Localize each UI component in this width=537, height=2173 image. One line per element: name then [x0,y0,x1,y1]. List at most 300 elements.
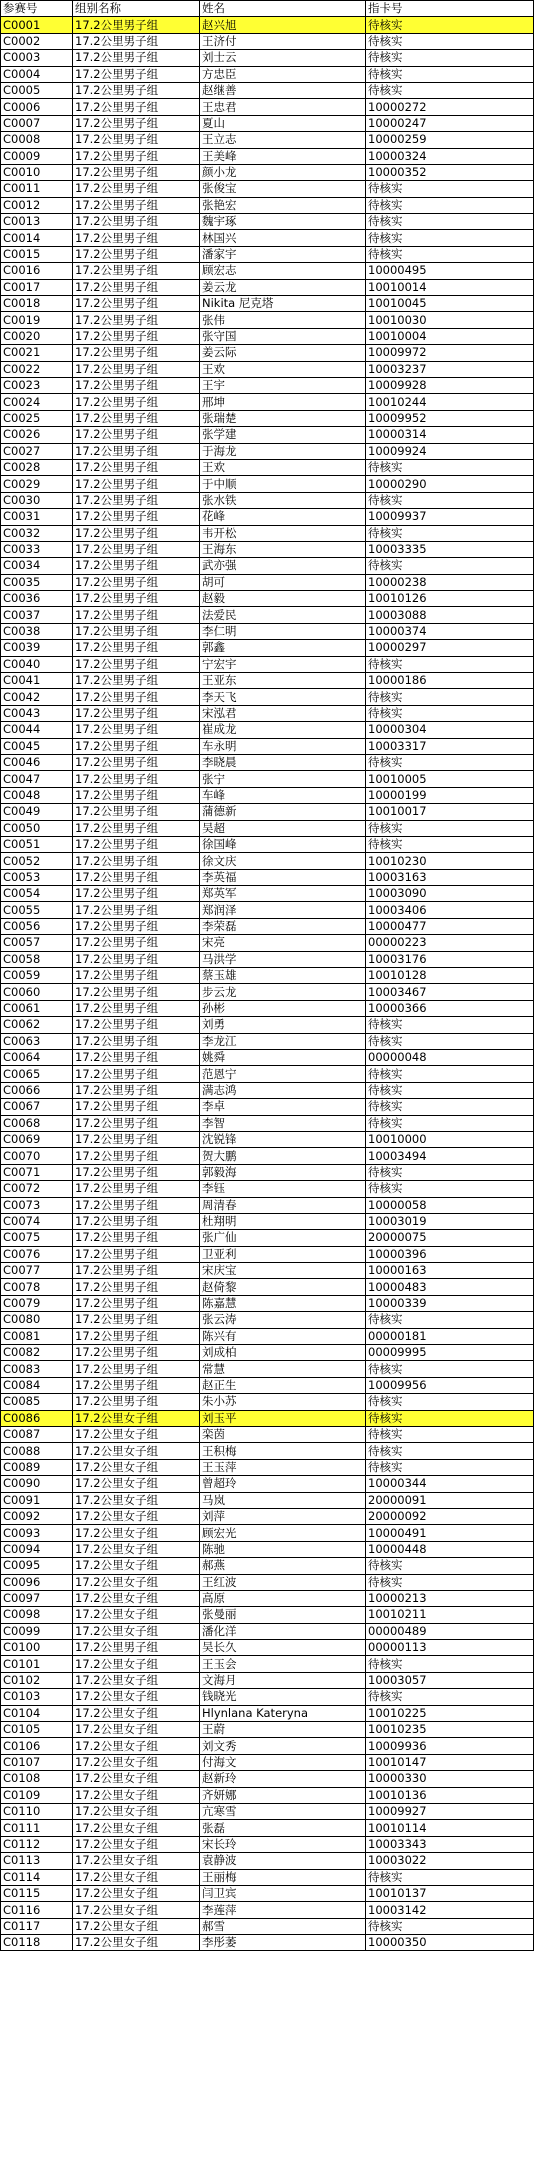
cell-card-number: 待核实 [366,1689,534,1705]
header-group-name: 组别名称 [73,1,200,17]
table-row [1,1459,534,1475]
cell-card-number: 10000314 [366,427,534,443]
cell-card-number: 10000304 [366,722,534,738]
cell-name: 宋泓君 [200,705,366,721]
cell-name: 宋长玲 [200,1836,366,1852]
cell-bib-number: C0017 [1,279,73,295]
cell-bib-number: C0067 [1,1099,73,1115]
cell-name: 文海月 [200,1672,366,1688]
cell-group-name: 17.2公里男子组 [73,115,200,131]
table-row [1,1230,534,1246]
cell-card-number: 10000290 [366,476,534,492]
cell-card-number: 00000489 [366,1623,534,1639]
cell-card-number: 待核实 [366,1869,534,1885]
cell-name: 李仁明 [200,623,366,639]
table-row [1,1394,534,1410]
cell-bib-number: C0009 [1,148,73,164]
cell-bib-number: C0087 [1,1426,73,1442]
cell-card-number: 10000491 [366,1525,534,1541]
table-row [1,1164,534,1180]
cell-card-number: 10003237 [366,361,534,377]
cell-card-number: 00000113 [366,1640,534,1656]
cell-name: 张守国 [200,328,366,344]
cell-group-name: 17.2公里男子组 [73,476,200,492]
cell-group-name: 17.2公里女子组 [73,1476,200,1492]
table-row [1,115,534,131]
cell-bib-number: C0027 [1,443,73,459]
cell-group-name: 17.2公里男子组 [73,836,200,852]
cell-group-name: 17.2公里男子组 [73,738,200,754]
table-row [1,1312,534,1328]
cell-bib-number: C0100 [1,1640,73,1656]
cell-group-name: 17.2公里男子组 [73,1394,200,1410]
cell-group-name: 17.2公里男子组 [73,361,200,377]
cell-name: 赵新玲 [200,1771,366,1787]
cell-group-name: 17.2公里女子组 [73,1918,200,1934]
cell-name: 于海龙 [200,443,366,459]
cell-group-name: 17.2公里男子组 [73,1263,200,1279]
cell-group-name: 17.2公里男子组 [73,1099,200,1115]
cell-card-number: 10000477 [366,918,534,934]
cell-name: 陈驰 [200,1541,366,1557]
cell-card-number: 待核实 [366,525,534,541]
cell-name: 李荣磊 [200,918,366,934]
table-row [1,1246,534,1262]
cell-name: 吴超 [200,820,366,836]
cell-name: 李智 [200,1115,366,1131]
cell-card-number: 20000092 [366,1508,534,1524]
cell-group-name: 17.2公里男子组 [73,607,200,623]
table-row [1,1131,534,1147]
table-row [1,1935,534,1951]
cell-card-number: 待核实 [366,50,534,66]
cell-card-number: 10009956 [366,1377,534,1393]
table-row [1,66,534,82]
cell-group-name: 17.2公里男子组 [73,345,200,361]
cell-bib-number: C0103 [1,1689,73,1705]
cell-name: 王立志 [200,132,366,148]
cell-name: 吴长久 [200,1640,366,1656]
cell-group-name: 17.2公里男子组 [73,951,200,967]
cell-bib-number: C0041 [1,673,73,689]
table-row [1,1000,534,1016]
cell-group-name: 17.2公里女子组 [73,1754,200,1770]
cell-bib-number: C0086 [1,1410,73,1426]
table-row [1,459,534,475]
cell-card-number: 00009995 [366,1345,534,1361]
cell-name: 王宇 [200,377,366,393]
table-row [1,1525,534,1541]
cell-bib-number: C0074 [1,1213,73,1229]
cell-name: 闫卫宾 [200,1885,366,1901]
cell-group-name: 17.2公里男子组 [73,541,200,557]
cell-name: 蒲德新 [200,804,366,820]
cell-bib-number: C0078 [1,1279,73,1295]
table-row [1,574,534,590]
table-row [1,1033,534,1049]
table-row [1,1558,534,1574]
cell-group-name: 17.2公里男子组 [73,230,200,246]
cell-card-number: 10010230 [366,853,534,869]
cell-card-number: 10000374 [366,623,534,639]
table-row [1,99,534,115]
table-row [1,1279,534,1295]
cell-card-number: 10000186 [366,673,534,689]
cell-card-number: 待核实 [366,1394,534,1410]
table-row [1,17,534,33]
cell-bib-number: C0066 [1,1082,73,1098]
cell-bib-number: C0052 [1,853,73,869]
cell-group-name: 17.2公里男子组 [73,312,200,328]
table-row [1,1361,534,1377]
cell-name: 郝燕 [200,1558,366,1574]
cell-bib-number: C0013 [1,214,73,230]
cell-card-number: 10000366 [366,1000,534,1016]
cell-name: 徐文庆 [200,853,366,869]
cell-group-name: 17.2公里男子组 [73,1197,200,1213]
cell-name: 赵倚黎 [200,1279,366,1295]
cell-group-name: 17.2公里男子组 [73,279,200,295]
cell-card-number: 10000344 [366,1476,534,1492]
cell-bib-number: C0069 [1,1131,73,1147]
cell-group-name: 17.2公里男子组 [73,164,200,180]
cell-bib-number: C0006 [1,99,73,115]
cell-name: 刘勇 [200,1017,366,1033]
cell-bib-number: C0015 [1,246,73,262]
cell-name: 贺大鹏 [200,1148,366,1164]
cell-card-number: 10010235 [366,1722,534,1738]
cell-card-number: 10000163 [366,1263,534,1279]
table-row [1,377,534,393]
cell-group-name: 17.2公里男子组 [73,886,200,902]
cell-name: 方忠臣 [200,66,366,82]
cell-card-number: 10000339 [366,1295,534,1311]
cell-group-name: 17.2公里女子组 [73,1836,200,1852]
cell-name: 栾茵 [200,1426,366,1442]
cell-group-name: 17.2公里男子组 [73,1131,200,1147]
cell-card-number: 待核实 [366,492,534,508]
cell-group-name: 17.2公里男子组 [73,656,200,672]
cell-bib-number: C0018 [1,296,73,312]
cell-group-name: 17.2公里女子组 [73,1820,200,1836]
cell-group-name: 17.2公里女子组 [73,1935,200,1951]
cell-group-name: 17.2公里男子组 [73,492,200,508]
cell-card-number: 10010244 [366,394,534,410]
cell-card-number: 10000058 [366,1197,534,1213]
cell-card-number: 10000297 [366,640,534,656]
cell-bib-number: C0102 [1,1672,73,1688]
table-row [1,623,534,639]
table-row [1,1771,534,1787]
cell-name: 王济付 [200,33,366,49]
cell-group-name: 17.2公里女子组 [73,1902,200,1918]
table-row [1,33,534,49]
table-row [1,1836,534,1852]
table-row [1,968,534,984]
cell-bib-number: C0023 [1,377,73,393]
cell-card-number: 10000259 [366,132,534,148]
cell-bib-number: C0054 [1,886,73,902]
cell-bib-number: C0109 [1,1787,73,1803]
cell-name: 李天飞 [200,689,366,705]
table-row [1,886,534,902]
cell-name: 王积梅 [200,1443,366,1459]
table-row [1,296,534,312]
cell-name: 姜云际 [200,345,366,361]
cell-bib-number: C0051 [1,836,73,852]
table-row [1,1377,534,1393]
cell-group-name: 17.2公里男子组 [73,509,200,525]
cell-name: 赵毅 [200,591,366,607]
cell-card-number: 10003343 [366,1836,534,1852]
table-row [1,1492,534,1508]
cell-bib-number: C0112 [1,1836,73,1852]
cell-name: 花峰 [200,509,366,525]
cell-card-number: 10009924 [366,443,534,459]
cell-card-number: 10003088 [366,607,534,623]
cell-name: 宋庆宝 [200,1263,366,1279]
cell-name: 李钰 [200,1181,366,1197]
cell-bib-number: C0113 [1,1853,73,1869]
cell-bib-number: C0080 [1,1312,73,1328]
cell-card-number: 10000199 [366,787,534,803]
cell-bib-number: C0058 [1,951,73,967]
cell-card-number: 00000223 [366,935,534,951]
cell-name: 李莲萍 [200,1902,366,1918]
table-row [1,1787,534,1803]
cell-card-number: 待核实 [366,1017,534,1033]
table-row [1,853,534,869]
cell-group-name: 17.2公里男子组 [73,1640,200,1656]
cell-card-number: 10003090 [366,886,534,902]
cell-group-name: 17.2公里男子组 [73,558,200,574]
cell-card-number: 待核实 [366,754,534,770]
cell-name: 李英福 [200,869,366,885]
table-row [1,246,534,262]
cell-group-name: 17.2公里女子组 [73,1525,200,1541]
cell-name: 蔡玉雄 [200,968,366,984]
cell-group-name: 17.2公里男子组 [73,1164,200,1180]
cell-card-number: 待核实 [366,459,534,475]
cell-card-number: 10000495 [366,263,534,279]
cell-card-number: 10010126 [366,591,534,607]
table-row [1,754,534,770]
cell-group-name: 17.2公里男子组 [73,984,200,1000]
table-row [1,951,534,967]
cell-bib-number: C0085 [1,1394,73,1410]
cell-name: 张曼丽 [200,1607,366,1623]
cell-card-number: 10003467 [366,984,534,1000]
cell-name: 王玉会 [200,1656,366,1672]
cell-bib-number: C0077 [1,1263,73,1279]
cell-name: 钱晓光 [200,1689,366,1705]
cell-card-number: 10010225 [366,1705,534,1721]
cell-name: 郑润泽 [200,902,366,918]
cell-bib-number: C0003 [1,50,73,66]
cell-group-name: 17.2公里男子组 [73,574,200,590]
table-row [1,1508,534,1524]
cell-bib-number: C0083 [1,1361,73,1377]
cell-name: 车永明 [200,738,366,754]
header-bib-number: 参赛号 [1,1,73,17]
cell-name: 卫亚利 [200,1246,366,1262]
cell-name: Hlynlana Kateryna [200,1705,366,1721]
cell-group-name: 17.2公里男子组 [73,377,200,393]
cell-name: 姜云龙 [200,279,366,295]
cell-name: 张学建 [200,427,366,443]
cell-group-name: 17.2公里女子组 [73,1869,200,1885]
cell-group-name: 17.2公里男子组 [73,1082,200,1098]
cell-bib-number: C0091 [1,1492,73,1508]
cell-name: 范恩宁 [200,1066,366,1082]
cell-card-number: 待核实 [366,1066,534,1082]
cell-name: 李彤萎 [200,1935,366,1951]
table-row [1,1263,534,1279]
cell-bib-number: C0107 [1,1754,73,1770]
cell-card-number: 待核实 [366,1033,534,1049]
cell-group-name: 17.2公里男子组 [73,1050,200,1066]
cell-card-number: 10000396 [366,1246,534,1262]
cell-group-name: 17.2公里男子组 [73,1148,200,1164]
cell-group-name: 17.2公里男子组 [73,132,200,148]
cell-name: 刘文秀 [200,1738,366,1754]
table-row [1,492,534,508]
cell-card-number: 待核实 [366,689,534,705]
table-row [1,820,534,836]
cell-name: 齐妍娜 [200,1787,366,1803]
cell-group-name: 17.2公里男子组 [73,754,200,770]
cell-card-number: 待核实 [366,214,534,230]
cell-card-number: 待核实 [366,1115,534,1131]
table-row [1,1640,534,1656]
table-row [1,1754,534,1770]
table-row [1,263,534,279]
table-row [1,427,534,443]
cell-bib-number: C0070 [1,1148,73,1164]
cell-bib-number: C0105 [1,1722,73,1738]
table-row [1,230,534,246]
cell-bib-number: C0059 [1,968,73,984]
cell-name: 赵继善 [200,82,366,98]
cell-group-name: 17.2公里男子组 [73,689,200,705]
cell-name: 陈兴有 [200,1328,366,1344]
cell-group-name: 17.2公里女子组 [73,1771,200,1787]
cell-card-number: 待核实 [366,656,534,672]
cell-bib-number: C0097 [1,1590,73,1606]
cell-bib-number: C0032 [1,525,73,541]
cell-bib-number: C0098 [1,1607,73,1623]
cell-name: 王红波 [200,1574,366,1590]
cell-bib-number: C0064 [1,1050,73,1066]
cell-card-number: 10003019 [366,1213,534,1229]
cell-bib-number: C0039 [1,640,73,656]
table-row [1,132,534,148]
cell-name: 于中顺 [200,476,366,492]
cell-group-name: 17.2公里男子组 [73,50,200,66]
cell-card-number: 待核实 [366,66,534,82]
cell-card-number: 10010005 [366,771,534,787]
table-row [1,1869,534,1885]
cell-card-number: 10009937 [366,509,534,525]
cell-group-name: 17.2公里男子组 [73,935,200,951]
table-row [1,541,534,557]
cell-group-name: 17.2公里男子组 [73,1312,200,1328]
cell-name: 周清春 [200,1197,366,1213]
cell-group-name: 17.2公里男子组 [73,1115,200,1131]
cell-group-name: 17.2公里女子组 [73,1541,200,1557]
cell-name: 陈嘉慧 [200,1295,366,1311]
cell-card-number: 10000352 [366,164,534,180]
table-row [1,591,534,607]
cell-card-number: 待核实 [366,1656,534,1672]
cell-group-name: 17.2公里男子组 [73,394,200,410]
cell-card-number: 00000181 [366,1328,534,1344]
cell-name: 曾超玲 [200,1476,366,1492]
cell-bib-number: C0045 [1,738,73,754]
cell-group-name: 17.2公里女子组 [73,1656,200,1672]
table-row [1,82,534,98]
cell-bib-number: C0055 [1,902,73,918]
header-name: 姓名 [200,1,366,17]
cell-group-name: 17.2公里男子组 [73,1230,200,1246]
cell-name: 邢坤 [200,394,366,410]
cell-bib-number: C0002 [1,33,73,49]
table-row [1,443,534,459]
cell-name: 张云涛 [200,1312,366,1328]
cell-group-name: 17.2公里男子组 [73,1295,200,1311]
cell-card-number: 20000075 [366,1230,534,1246]
cell-bib-number: C0076 [1,1246,73,1262]
table-row [1,1050,534,1066]
cell-bib-number: C0115 [1,1885,73,1901]
cell-card-number: 待核实 [366,1082,534,1098]
cell-bib-number: C0101 [1,1656,73,1672]
cell-bib-number: C0050 [1,820,73,836]
cell-name: 张磊 [200,1820,366,1836]
cell-card-number: 10000324 [366,148,534,164]
table-row [1,476,534,492]
cell-group-name: 17.2公里男子组 [73,66,200,82]
cell-name: Nikita 尼克塔 [200,296,366,312]
table-row [1,673,534,689]
cell-card-number: 00000048 [366,1050,534,1066]
table-row [1,738,534,754]
cell-name: 刘士云 [200,50,366,66]
cell-card-number: 10010128 [366,968,534,984]
cell-card-number: 待核实 [366,1918,534,1934]
cell-name: 马洪学 [200,951,366,967]
table-row [1,214,534,230]
cell-name: 潘家宇 [200,246,366,262]
table-row [1,1213,534,1229]
cell-bib-number: C0014 [1,230,73,246]
cell-name: 亢寒雪 [200,1803,366,1819]
cell-bib-number: C0031 [1,509,73,525]
cell-name: 林国兴 [200,230,366,246]
table-row [1,1722,534,1738]
cell-card-number: 待核实 [366,1361,534,1377]
cell-card-number: 10010137 [366,1885,534,1901]
cell-group-name: 17.2公里男子组 [73,787,200,803]
cell-group-name: 17.2公里男子组 [73,197,200,213]
cell-bib-number: C0053 [1,869,73,885]
cell-name: 李晓晨 [200,754,366,770]
table-row [1,1066,534,1082]
cell-bib-number: C0072 [1,1181,73,1197]
cell-name: 郝雪 [200,1918,366,1934]
cell-card-number: 10009927 [366,1803,534,1819]
header-row [1,1,534,17]
